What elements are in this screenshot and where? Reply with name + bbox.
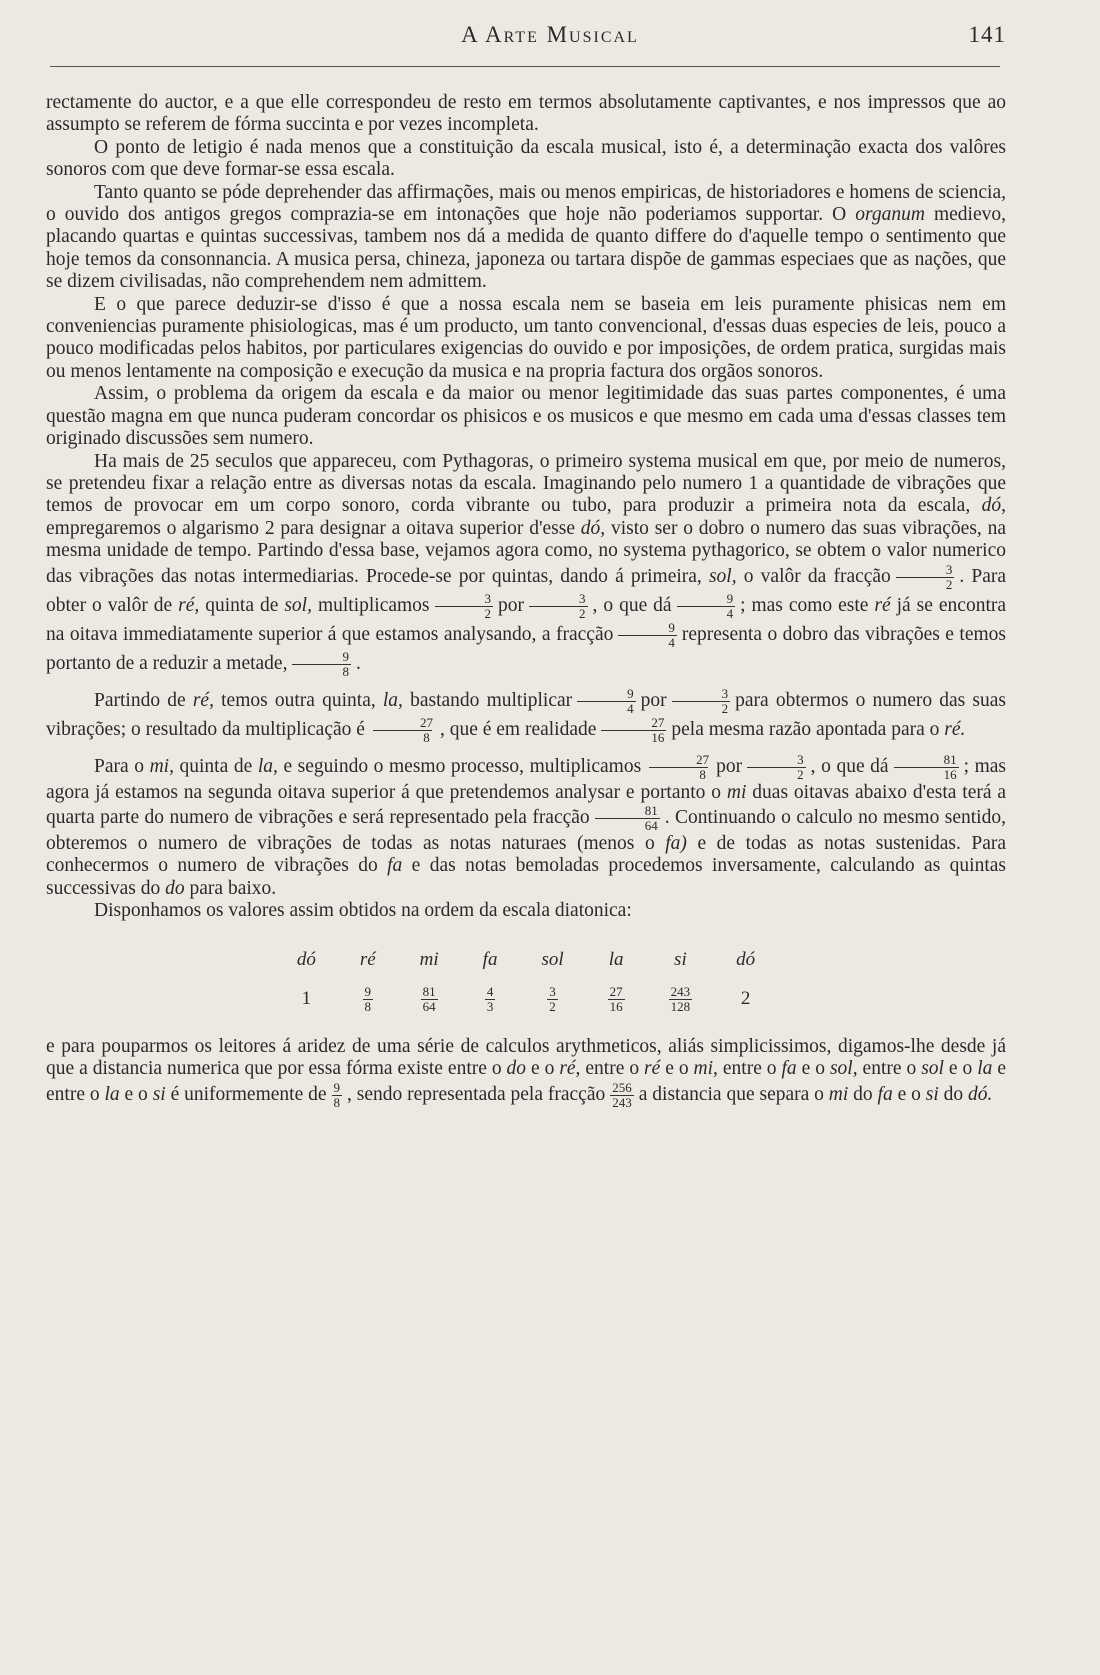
scale-value: $\frac{4}{3}$ bbox=[486, 983, 494, 1014]
note-name: mi, bbox=[693, 1058, 718, 1080]
note-name: si bbox=[152, 1083, 166, 1105]
note-name: fa) bbox=[665, 832, 687, 854]
text: para obtermos o numero das suas vibrações; o resultado da multiplicação é bbox=[46, 689, 1007, 740]
text: ; mas como este bbox=[740, 594, 869, 616]
fraction: $\frac{3}{2}$ bbox=[896, 563, 955, 592]
note-name: fa bbox=[877, 1083, 893, 1105]
paragraph: O ponto de letigio é nada menos que a constituição da escala musical, isto é, a determinação exacta dos valôres sonoros com que deve formar-se essa escala. bbox=[46, 136, 1006, 181]
text: e de todas as notas sustenidas. Para conhecermos o numero de vibrações do bbox=[46, 832, 1007, 877]
text: do bbox=[853, 1083, 873, 1105]
term-organum: organum bbox=[855, 204, 925, 226]
text: por bbox=[498, 594, 525, 616]
text: , que é em realidade bbox=[439, 718, 597, 740]
note-header: sol bbox=[541, 948, 564, 970]
paragraph bbox=[46, 182, 1006, 294]
fraction: $\frac{9}{4}$ bbox=[618, 621, 677, 650]
note-name: la, bbox=[382, 689, 403, 711]
fraction: $\frac{3}{2}$ bbox=[435, 592, 494, 621]
article-body bbox=[46, 92, 1006, 1110]
fraction: $\frac{81}{16}$ bbox=[894, 753, 959, 782]
text: quinta de bbox=[205, 594, 279, 616]
note-name: la bbox=[977, 1058, 993, 1080]
text: visto ser o dobro o numero das suas vibrações, na mesma unidade de tempo. Partindo d'essa base, vejamos agora como, no systema pythagorico, se obtem o valor numerico das vibrações das notas intermediarias. Procede-se por quintas, dando á primeira, bbox=[46, 517, 1007, 587]
fraction: $\frac{81}{64}$ bbox=[595, 804, 660, 833]
text: e das notas bemoladas procedemos inversamente, calculando as quintas successivas do bbox=[46, 855, 1007, 899]
text: Para o bbox=[94, 755, 144, 777]
text: ; mas agora já estamos na segunda oitava superior á que pretendemos analysar e portanto o bbox=[46, 755, 1007, 803]
text: e o bbox=[801, 1058, 825, 1080]
text: , o que dá bbox=[592, 594, 672, 616]
text: bastando multiplicar bbox=[410, 689, 573, 711]
page-number: 141 bbox=[968, 22, 1006, 47]
running-header bbox=[0, 22, 1100, 58]
note-name: ré bbox=[644, 1058, 661, 1080]
text: já se encontra na oitava immediatamente superior á que estamos analysando, a fracção bbox=[46, 594, 1007, 645]
note-name: sol, bbox=[708, 565, 737, 587]
text: é uniformemente de bbox=[170, 1083, 327, 1105]
scale-value: $\frac{9}{8}$ bbox=[364, 983, 371, 1014]
text: a distancia que separa o bbox=[638, 1083, 824, 1105]
text: e o bbox=[948, 1058, 973, 1080]
text: para baixo. bbox=[189, 877, 277, 899]
note-name: sol, bbox=[829, 1058, 858, 1080]
fraction: $\frac{27}{16}$ bbox=[601, 716, 666, 745]
fraction: $\frac{27}{8}$ bbox=[646, 753, 711, 782]
note-name: la, bbox=[257, 755, 278, 777]
text: por bbox=[640, 689, 667, 711]
note-name: ré, bbox=[192, 689, 214, 711]
note-name: dó, bbox=[981, 495, 1006, 517]
text: entre o bbox=[722, 1058, 777, 1080]
text: pela mesma razão apontada para o bbox=[671, 718, 940, 740]
scale-note-row bbox=[275, 949, 777, 985]
fraction: $\frac{256}{243}$ bbox=[612, 1079, 632, 1110]
note-name: si bbox=[925, 1083, 939, 1105]
note-header: la bbox=[608, 948, 624, 970]
text: e para pouparmos os leitores á aridez de uma série de calculos arythmeticos, aliás simplicissimos, digamos-lhe desde já que a distancia numerica que por essa fórma existe entre o bbox=[46, 1035, 1006, 1080]
fraction: $\frac{3}{2}$ bbox=[747, 753, 806, 782]
note-header: dó bbox=[296, 948, 316, 970]
paragraph: Ha mais de 25 seculos que appareceu, com Pythagoras, o primeiro systema musical em que, por meio de numeros, se pretendeu fixar a relação entre as diversas notas da escala. Imaginando pelo numero 1 a quantidade de vibrações que temos de provocar em um corpo sonoro, corda vibrante ou tubo, para produzir a primeira nota da escala, dó, empregaremos o algarismo 2 para designar a oitava superior d'esse dó, visto ser o dobro o numero das suas vibrações, na mesma unidade de tempo. Partindo d'essa base, vejamos agora como, no systema pythagorico, se obtem o valor numerico das vibrações das notas intermediarias. Procede-se por quintas, dando á primeira, sol, o valôr da fracção $\frac{3}{2}$ . Para obter o valôr de ré, quinta de sol, multiplicamos $\frac{3}{2}$ por $\frac{3}{2}$ , o que dá $\frac{9}{4}$ ; mas como este ré já se encontra na oitava immediatamente superior á que estamos analysando, a fracção $\frac{9}{4}$ representa o dobro das vibrações e temos portanto de a reduzir a metade, $\frac{9}{8}$ . bbox=[46, 450, 1007, 679]
paragraph: Assim, o problema da origem da escala e da maior ou menor legitimidade das suas partes componentes, é uma questão magna em que nunca puderam concordar os phisicos e os musicos e que mesmo em cada uma d'essas classes tem originado discussões sem numero. bbox=[46, 383, 1006, 450]
note-header: mi bbox=[419, 948, 439, 970]
note-name: fa bbox=[781, 1058, 797, 1080]
text: entre o bbox=[585, 1058, 640, 1080]
note-name: sol, bbox=[284, 594, 312, 616]
fraction: $\frac{9}{8}$ bbox=[292, 650, 351, 679]
note-name: do bbox=[506, 1058, 527, 1080]
note-header: si bbox=[674, 948, 687, 970]
text: empregaremos o algarismo 2 para designar a oitava superior d'esse bbox=[46, 517, 575, 539]
text: o valôr da fracção bbox=[743, 565, 891, 587]
header-rule bbox=[50, 66, 1000, 67]
fraction: $\frac{3}{2}$ bbox=[529, 592, 588, 621]
fraction: $\frac{9}{4}$ bbox=[677, 592, 736, 621]
note-name: ré, bbox=[559, 1058, 581, 1080]
text: . Continuando o calculo no mesmo sentido, obteremos o numero de vibrações de todas as notas naturaes (menos o bbox=[46, 806, 1006, 854]
scale-value: $\frac{243}{128}$ bbox=[670, 983, 691, 1014]
text: e seguindo o mesmo processo, multiplicamos bbox=[283, 755, 642, 777]
text: Ha mais de 25 seculos que appareceu, com Pythagoras, o primeiro systema musical em que, por meio de numeros, se pretendeu fixar a relação entre as diversas notas da escala. Imaginando pelo numero 1 a quantidade de vibrações que temos de provocar em um corpo sonoro, corda vibrante ou tubo, para produzir a primeira nota da escala, bbox=[46, 450, 1006, 517]
fraction: $\frac{3}{2}$ bbox=[672, 687, 731, 716]
scale-value: 2 bbox=[740, 988, 751, 1010]
paragraph: Disponhamos os valores assim obtidos na ordem da escala diatonica: bbox=[94, 900, 632, 922]
note-name: mi bbox=[828, 1083, 849, 1105]
fraction: $\frac{27}{8}$ bbox=[370, 716, 435, 745]
scale-value-row bbox=[275, 985, 777, 1014]
note-header: fa bbox=[482, 948, 498, 970]
note-name: ré. bbox=[944, 718, 966, 740]
text: por bbox=[716, 755, 743, 777]
text: e o bbox=[124, 1083, 148, 1105]
note-header: dó bbox=[736, 948, 756, 970]
note-name: mi bbox=[726, 781, 747, 803]
fraction: $\frac{9}{4}$ bbox=[577, 687, 636, 716]
note-header: ré bbox=[359, 948, 376, 970]
fraction: $\frac{9}{8}$ bbox=[333, 1079, 341, 1110]
paragraph bbox=[46, 687, 1006, 745]
note-name: ré, bbox=[178, 594, 200, 616]
note-name: dó, bbox=[580, 517, 606, 539]
text: multiplicamos bbox=[317, 594, 430, 616]
text: e o bbox=[665, 1058, 689, 1080]
text: . Para obter o valôr de bbox=[46, 565, 1006, 616]
text: representa o dobro das vibrações e temos portanto de a reduzir a metade, bbox=[46, 623, 1006, 674]
scale-value: 1 bbox=[301, 988, 312, 1010]
note-name: dó. bbox=[968, 1083, 993, 1105]
text: do bbox=[943, 1083, 964, 1105]
text: medievo, placando quartas e quintas successivas, tambem nos dá a medida de quanto differe do d'aquelle tempo o sentimento que hoje temos da consonnancia. A musica persa, chineza, japoneza ou tartara dispõe de gammas especiaes que as nações, que se dizem civilisadas, não comprehendem nem admittem. bbox=[46, 204, 1006, 293]
text: Tanto quanto se póde deprehender das affirmações, mais ou menos empiricas, de historiadores e homens de sciencia, o ouvido dos antigos gregos comprazia-se em intonações que hoje não poderiamos supportar. O bbox=[46, 181, 1006, 226]
text: entre o bbox=[862, 1058, 917, 1080]
note-name: la bbox=[104, 1083, 120, 1105]
text: e o bbox=[897, 1083, 921, 1105]
text: , o que dá bbox=[810, 755, 889, 777]
note-name: ré bbox=[874, 594, 891, 616]
paragraph: rectamente do auctor, e a que elle correspondeu de resto em termos absolutamente captivantes, e nos impressos que ao assumpto se referem de fórma succinta e por vezes incompleta. bbox=[46, 92, 1006, 136]
paragraph: E o que parece deduzir-se d'isso é que a nossa escala nem se baseia em leis puramente phisicas nem em conveniencias puramente phisiologicas, mas é um producto, um tanto convencional, d'essas duas especies de leis, pouco a pouco modificadas pelos habitos, por particulares exigencias do ouvido e por imposições, de ordem pratica, surgidas mais ou menos lentamente na composição e execução da musica e na propria factura dos orgãos sonoros. bbox=[46, 293, 1006, 382]
paragraph bbox=[46, 753, 1006, 901]
scale-value: $\frac{81}{64}$ bbox=[422, 983, 436, 1014]
note-name: do bbox=[165, 877, 185, 899]
paragraph bbox=[46, 1036, 1006, 1110]
text: , sendo representada pela fracção bbox=[347, 1083, 606, 1105]
text: duas oitavas abaixo d'esta terá a quarta parte do numero de vibrações e será representado pela fracção bbox=[46, 781, 1007, 828]
note-name: mi, bbox=[149, 755, 174, 777]
scale-table bbox=[275, 949, 777, 1014]
note-name: sol bbox=[921, 1058, 944, 1080]
text: e o bbox=[531, 1058, 555, 1080]
text: e entre o bbox=[46, 1058, 1006, 1105]
note-name: fa bbox=[387, 855, 403, 877]
text: quinta de bbox=[179, 755, 253, 777]
text: temos outra quinta, bbox=[221, 689, 376, 711]
scale-value: $\frac{3}{2}$ bbox=[549, 983, 556, 1014]
scale-value: $\frac{27}{16}$ bbox=[609, 983, 623, 1014]
text: Partindo de bbox=[94, 689, 186, 711]
journal-title: A Arte Musical bbox=[461, 22, 639, 47]
